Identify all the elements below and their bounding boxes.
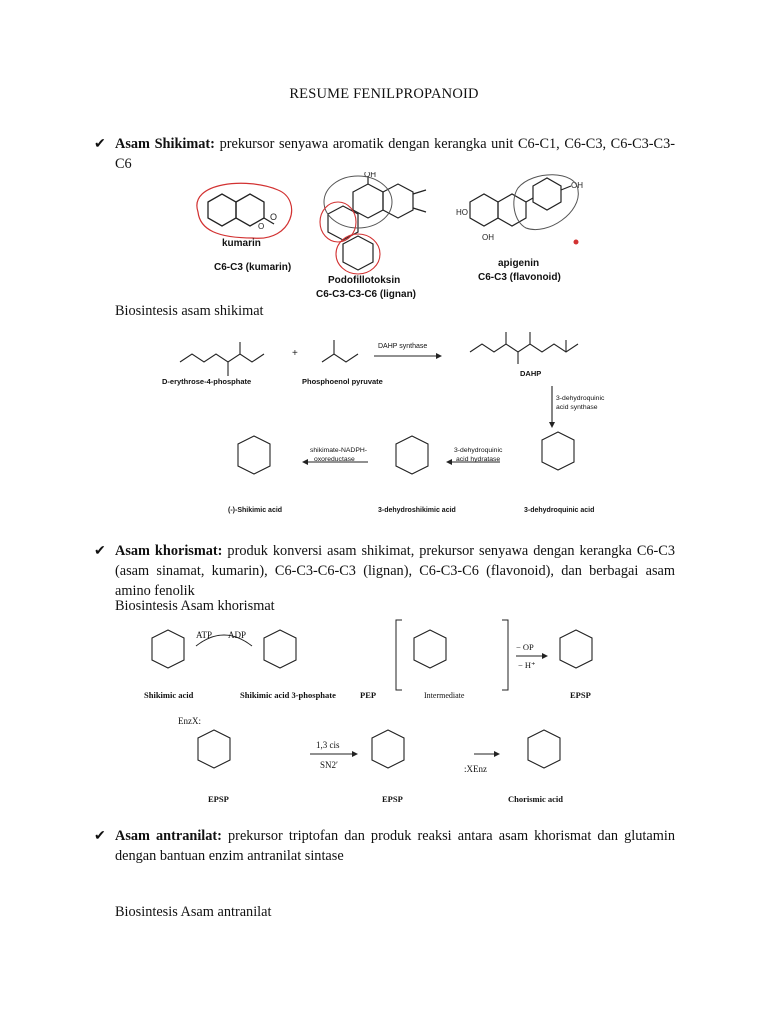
oh-label-3: OH	[571, 181, 583, 190]
enzyme3a-label: 3-dehydroquinic	[454, 447, 503, 454]
page-title: RESUME FENILPROPANOID	[289, 86, 479, 102]
section-khorismat	[115, 541, 675, 601]
shikimic-label: (-)-Shikimic acid	[228, 507, 283, 514]
kumarin-label: kumarin	[222, 238, 261, 249]
section-text: prekursor triptofan dan produk reaksi antara asam khorismat dan glutamin dengan bantuan enzim antranilat sintase	[115, 828, 675, 864]
check-icon: ✔	[94, 137, 106, 152]
podofillotoksin-structure	[328, 176, 426, 270]
arrowhead	[446, 459, 452, 465]
subheading-antranilat: Biosintesis Asam antranilat	[115, 904, 272, 920]
atp-label: ATP	[196, 630, 213, 640]
check-icon: ✔	[94, 544, 106, 559]
pep-label: Phosphoenol pyruvate	[302, 377, 383, 386]
enzyme2a-label: 3-dehydroquinic	[556, 395, 605, 402]
enzyme3b-label: acid hydratase	[456, 456, 501, 463]
arrowhead	[302, 459, 308, 465]
subheading-shikimat: Biosintesis asam shikimat	[115, 303, 264, 319]
h-plus-label: − H⁺	[518, 660, 536, 670]
dhq-label: 3-dehydroquinic acid	[524, 507, 595, 514]
kumarin-class-label: C6-C3 (kumarin)	[214, 262, 292, 273]
dhs-label: 3-dehydroshikimic acid	[378, 507, 456, 514]
shikimic-ring	[152, 630, 184, 668]
arrowhead	[549, 422, 555, 428]
sn2-label: SN2′	[320, 760, 338, 770]
dhq-structure	[542, 432, 574, 470]
plus-sign: +	[292, 348, 298, 359]
chorismic-label: Chorismic acid	[508, 794, 564, 804]
pep-structure	[322, 340, 358, 362]
podo-label: Podofillotoksin	[328, 275, 401, 286]
cis-label: 1,3 cis	[316, 740, 340, 750]
apigenin-class-label: C6-C3 (flavonoid)	[478, 272, 561, 283]
e4p-structure	[180, 342, 264, 376]
epsp-label-3: EPSP	[382, 794, 403, 804]
intermediate-label: Intermediate	[424, 691, 465, 700]
ring-o-label: O	[258, 222, 265, 231]
arrowhead	[436, 353, 442, 359]
enzyme4b-label: oxoreductase	[314, 456, 355, 463]
oxo-label: O	[270, 212, 278, 222]
oh-label: OH	[364, 172, 376, 179]
shikimate-pathway-figure	[152, 322, 622, 522]
adp-label: ADP	[228, 630, 247, 640]
arrowhead	[352, 751, 358, 757]
enzyme1-label: DAHP synthase	[378, 343, 428, 350]
apigenin-label: apigenin	[498, 258, 540, 269]
section-antranilat	[115, 826, 675, 866]
shikimic-label: Shikimic acid	[144, 690, 194, 700]
highlight-circle	[197, 183, 292, 238]
section-shikimat	[115, 134, 675, 174]
s3p-ring	[264, 630, 296, 668]
shikimic-structure	[238, 436, 270, 474]
dhs-structure	[396, 436, 428, 474]
epsp-label: EPSP	[570, 690, 591, 700]
bracket-left	[396, 620, 402, 690]
podo-class-label: C6-C3-C3-C6 (lignan)	[316, 289, 417, 300]
enzyme4a-label: shikimate-NADPH-	[310, 447, 368, 454]
phenylpropanoid-examples-figure	[178, 172, 584, 302]
intermediate-ring	[414, 630, 446, 668]
e4p-label: D-erythrose-4-phosphate	[162, 377, 252, 386]
op-minus-label: − OP	[516, 642, 534, 652]
chorismate-pathway-figure	[124, 616, 636, 810]
section-heading: Asam antranilat:	[115, 828, 222, 844]
section-text: prekursor senyawa aromatik dengan kerangka unit C6-C1, C6-C3, C6-C3-C3-C6	[115, 136, 675, 172]
check-icon: ✔	[94, 829, 106, 844]
epsp-ring-3	[372, 730, 404, 768]
oh-label-2: OH	[482, 233, 494, 242]
epsp-ring-2	[198, 730, 230, 768]
xenz-label: :XEnz	[464, 764, 487, 774]
pep-label: PEP	[360, 690, 377, 700]
section-text: produk konversi asam shikimat, prekursor senyawa dengan kerangka C6-C3 (asam sinamat, kumarin), C6-C3-C6-C3 (lignan), C6-C3-C6 (flavonoid), dan berbagai asam amino fenolik	[115, 543, 675, 599]
dahp-label: DAHP	[520, 369, 542, 378]
section-heading: Asam Shikimat:	[115, 136, 215, 152]
epsp-ring	[560, 630, 592, 668]
arrowhead	[494, 751, 500, 757]
section-heading: Asam khorismat:	[115, 543, 223, 559]
subheading-khorismat: Biosintesis Asam khorismat	[115, 598, 275, 614]
enzx-label: EnzX:	[178, 716, 201, 726]
ho-label: HO	[456, 208, 468, 217]
epsp-label-2: EPSP	[208, 794, 229, 804]
chorismic-ring	[528, 730, 560, 768]
enzyme2b-label: acid synthase	[556, 404, 598, 411]
ring-highlight-b	[514, 175, 578, 230]
bracket-right	[502, 620, 508, 690]
dahp-structure	[470, 332, 578, 364]
arrowhead	[542, 653, 548, 659]
s3p-label: Shikimic acid 3-phosphate	[240, 690, 336, 700]
red-dot	[574, 240, 579, 245]
